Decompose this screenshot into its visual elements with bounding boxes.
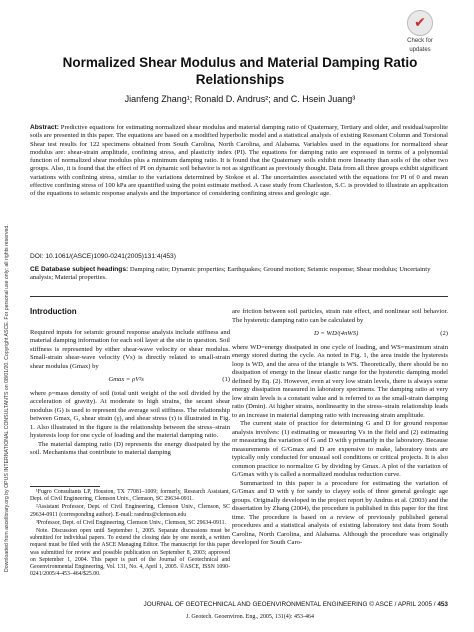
page-number: 453 <box>437 601 448 608</box>
equation-2-number: (2) <box>440 330 448 337</box>
equation-2 <box>232 330 448 339</box>
footnote-3: ³Professor, Dept. of Civil Engineering, Clemson Univ., Clemson, SC 29634-0911. <box>36 519 226 526</box>
journal-footer-text: JOURNAL OF GEOTECHNICAL AND GEOENVIRONMENTAL ENGINEERING © ASCE / APRIL 2005 / <box>143 601 436 608</box>
abstract-label: Abstract: <box>30 124 59 131</box>
right-paragraph-3: The current state of practice for determining G and D for ground response analysis involves: (1) estimating or measuring Vs in the field and (2) estimating or measuring the variation of G and D with γ primarily in the laboratory. Because measurements of G/Gmax and D are expensive to make, laboratory tests are typically only conducted for unusual soil conditions or critical projects. It is also common practice to normalize G by dividing by Gmax. A plot of the variation of G/Gmax with γ is called a normalized modulus reduction curve. <box>232 420 448 478</box>
equation-1 <box>30 376 230 385</box>
equation-1-number: (1) <box>222 376 230 383</box>
download-notice: Downloaded from ascelibrary.org by OPUS INTERNATIONAL CONSULTANTS on 08/01/20. Copyright ASCE. For personal use only; all rights reserved. <box>4 224 10 572</box>
citation: J. Geotech. Geoenviron. Eng., 2005, 131(4): 453-464 <box>186 614 314 620</box>
left-paragraph-1: Required inputs for seismic ground response analysis include stiffness and material damping information for each soil layer at the site in question. Soil stiffness is represented by either shear-wave velocity or shear modulus. Small-strain shear-wave velocity (Vs) is directly related to small-strain shear modulus (Gmax) by <box>30 328 230 370</box>
doi[interactable]: DOI: 10.1061/(ASCE)1090-0241(2005)131:4(453) <box>30 253 176 260</box>
equation-2-body: D = WD/(4πWS) <box>313 330 359 337</box>
badge-line-2: updates <box>409 47 431 53</box>
abstract-text: Predictive equations for estimating normalized shear modulus and material damping ratio of Quaternary, Tertiary and older, and residual/saprolite soils are presented in this paper. The equations are based on a modified hyperbolic model and a statistical analysis of existing Resonant Column and Torsional Shear test results for 122 specimens obtained from South Carolina, North Carolina, and Alabama. Variables used in the equations for normalized shear modulus are: shear-strain amplitude, confining stress, and plasticity index (PI). The equations for damping ratio are expressed in terms of a polynomial function of normalized shear modulus plus a minimum damping ratio. It is found that the Quaternary soils exhibit more linearity than soils of the other two groups. Also, it is found that the effect of PI on dynamic soil behavior is not as significant as previously thought. Data from all three groups exhibit significant variations with confining stress, similar to the variations determined by Stokoe et al. The uncertainties associated with the equations for PI of 0 and mean effective confining stress of 100 kPa are quantified using the point estimate method. A case study from Charleston, S.C. is provided to illustrate an application of the equations to seismic response analysis and the importance of considering confining stress and geologic age. <box>30 124 448 198</box>
subject-headings-label: CE Database subject headings: <box>30 266 129 273</box>
left-paragraph-2: where ρ=mass density of soil (total unit weight of the soil divided by the acceleration of gravity). At moderate to high strains, the secant shear modulus (G) is used to represent the average soil stiffness. The relationship between Gmax, G, shear strain (γ), and shear stress (τ) is illustrated in Fig. 1. Also illustrated in the figure is the relationship between the stress–strain hysteresis loop for one cycle of loading and the material damping ratio. <box>30 389 230 439</box>
subject-headings <box>30 266 448 283</box>
right-paragraph-4: Summarized in this paper is a procedure for estimating the variation of G/Gmax and D with γ for sandy to clayey soils of three general geologic age groups. Originally developed in the project report by Andrus et al. (2003) and the dissertation by Zhang (2004), the procedure is published in this paper for the first time. The procedure is based on a review of previously published general procedures and a statistical analysis of existing laboratory test data from South Carolina, North Carolina, and Alabama. Although the procedure was originally developed for South Caro- <box>232 479 448 546</box>
intro-heading: Introduction <box>30 307 77 316</box>
equation-1-body: Gmax = ρV²s <box>108 376 144 383</box>
abstract <box>30 124 448 199</box>
footnote-note: Note. Discussion open until September 1, 2005. Separate discussions must be submitted for individual papers. To extend the closing date by one month, a written request must be filed with the ASCE Managing Editor. The manuscript for this paper was submitted for review and possible publication on September 8, 2003; approved on September 1, 2004. This paper is part of the Journal of Geotechnical and Geoenvironmental Engineering, Vol. 131, No. 4, April 1, 2005. ©ASCE, ISSN 1090-0241/2005/4-453–464/$25.00. <box>30 528 230 578</box>
footnote-2: ²Assistant Professor, Dept. of Civil Engineering, Clemson Univ., Clemson, SC 29634-0911 (corresponding author). E-mail: randrus@clemson.edu <box>30 504 230 518</box>
paper-title: Normalized Shear Modulus and Material Damping Ratio Relationships <box>62 55 418 87</box>
footnote-1: ¹Fugro Consultants LP, Houston, TX 77081–1009; formerly, Research Assistant, Dept. of Civil Engineering, Clemson Univ., Clemson, SC 29634-0911. <box>30 489 230 503</box>
check-for-updates-badge[interactable] <box>400 10 440 54</box>
left-column <box>30 308 230 458</box>
right-paragraph-2: where WD=energy dissipated in one cycle of loading, and WS=maximum strain energy stored during the cycle. As noted in Fig. 1, the area inside the hysteresis loop is WD, and the area of the triangle is WS. Theoretically, there should be no dissipation of energy in the linear elastic range for the hysteretic damping model defined by Eq. (2). However, even at very low strain levels, there is always some energy dissipation measured in laboratory specimens. The damping ratio at very low strain levels is a constant value and is referred to as the small-strain damping ratio (Dmin). At higher strains, nonlinearity in the stress–strain relationship leads to an increase in material damping ratio with increasing strain amplitude. <box>232 343 448 419</box>
right-paragraph-1: are friction between soil particles, strain rate effect, and nonlinear soil behavior. The hysteretic damping ratio can be calculated by <box>232 308 448 324</box>
right-column <box>232 308 448 548</box>
subject-headings-text: Damping ratio; Dynamic properties; Earthquakes; Ground motion; Seismic response; Shear modulus; Uncertainty analysis; Material properties. <box>30 266 431 282</box>
footnotes <box>30 489 230 579</box>
footnote-divider <box>30 486 100 487</box>
left-paragraph-3: The material damping ratio (D) represents the energy dissipated by the soil. Mechanisms that contribute to material damping <box>30 440 230 456</box>
check-bookmark-icon: ✔ <box>407 10 433 36</box>
journal-footer <box>100 601 448 608</box>
author-list: Jianfeng Zhang¹; Ronald D. Andrus²; and C. Hsein Juang³ <box>124 94 356 104</box>
section-divider <box>30 296 448 297</box>
badge-line-1: Check for <box>407 38 433 44</box>
